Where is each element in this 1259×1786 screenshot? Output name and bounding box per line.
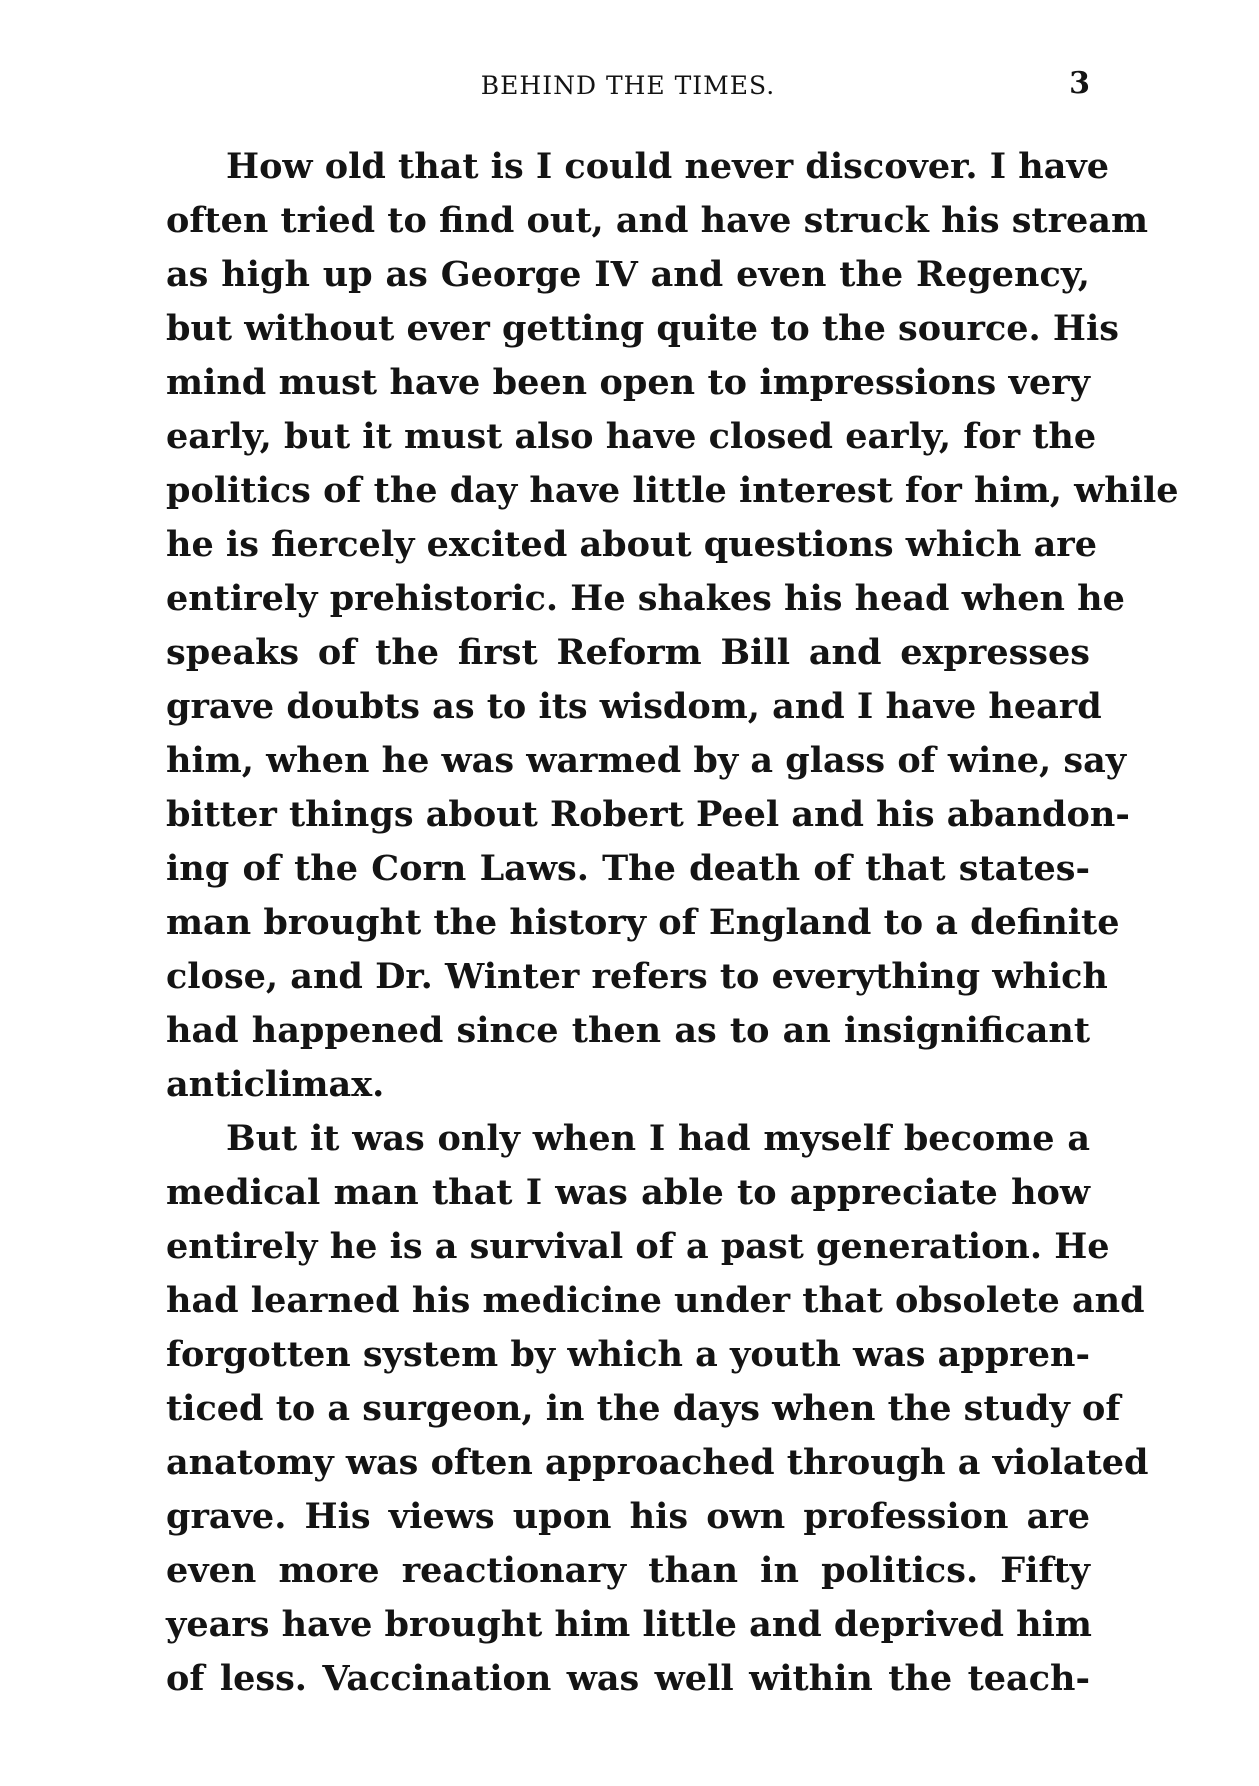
text-line: bitter things about Robert Peel and his abandon- [166, 794, 1130, 835]
text-line: forgotten system by which a youth was appren- [166, 1334, 1090, 1375]
text-line: he is fiercely excited about questions which are [166, 524, 1098, 565]
text-line: had learned his medicine under that obsolete and [166, 1280, 1145, 1321]
running-head [166, 66, 1090, 106]
text-line: mind must have been open to impressions very [166, 362, 1090, 403]
text-line: grave. His views upon his own profession are [166, 1496, 1090, 1537]
text-line: entirely prehistoric. He shakes his head when he [166, 578, 1125, 619]
text-line: But it was only when I had myself become a [226, 1118, 1090, 1159]
text-line: close, and Dr. Winter refers to everything which [166, 956, 1108, 997]
text-line: ing of the Corn Laws. The death of that states- [166, 848, 1090, 889]
text-line: speaks of the first Reform Bill and expresses [166, 632, 1090, 673]
text-line: as high up as George IV and even the Regency, [166, 254, 1090, 295]
text-line: of less. Vaccination was well within the teach- [166, 1658, 1090, 1699]
text-line: ticed to a surgeon, in the days when the study of [166, 1388, 1121, 1429]
text-line: politics of the day have little interest for him, while [166, 470, 1179, 511]
text-line: anticlimax. [166, 1064, 385, 1105]
text-line: grave doubts as to its wisdom, and I have heard [166, 686, 1102, 727]
text-line: entirely he is a survival of a past generation. He [166, 1226, 1110, 1267]
text-line: years have brought him little and deprived him [166, 1604, 1092, 1645]
text-line: early, but it must also have closed early, for the [166, 416, 1097, 457]
running-title: BEHIND THE TIMES. [480, 71, 776, 100]
text-line: medical man that I was able to appreciate how [166, 1172, 1090, 1213]
text-line: but without ever getting quite to the source. His [166, 308, 1119, 349]
text-line: How old that is I could never discover. I have [226, 146, 1110, 187]
text-line: him, when he was warmed by a glass of wine, say [166, 740, 1127, 781]
paragraph-1 [166, 140, 1179, 1112]
page-number: 3 [1069, 66, 1090, 101]
text-line: man brought the history of England to a definite [166, 902, 1120, 943]
text-line: anatomy was often approached through a violated [166, 1442, 1149, 1483]
text-line: had happened since then as to an insignificant [166, 1010, 1090, 1051]
paragraph-2 [166, 1112, 1149, 1706]
text-line: even more reactionary than in politics. Fifty [166, 1550, 1090, 1591]
text-line: often tried to find out, and have struck his stream [166, 200, 1148, 241]
body-text [166, 140, 1179, 1706]
